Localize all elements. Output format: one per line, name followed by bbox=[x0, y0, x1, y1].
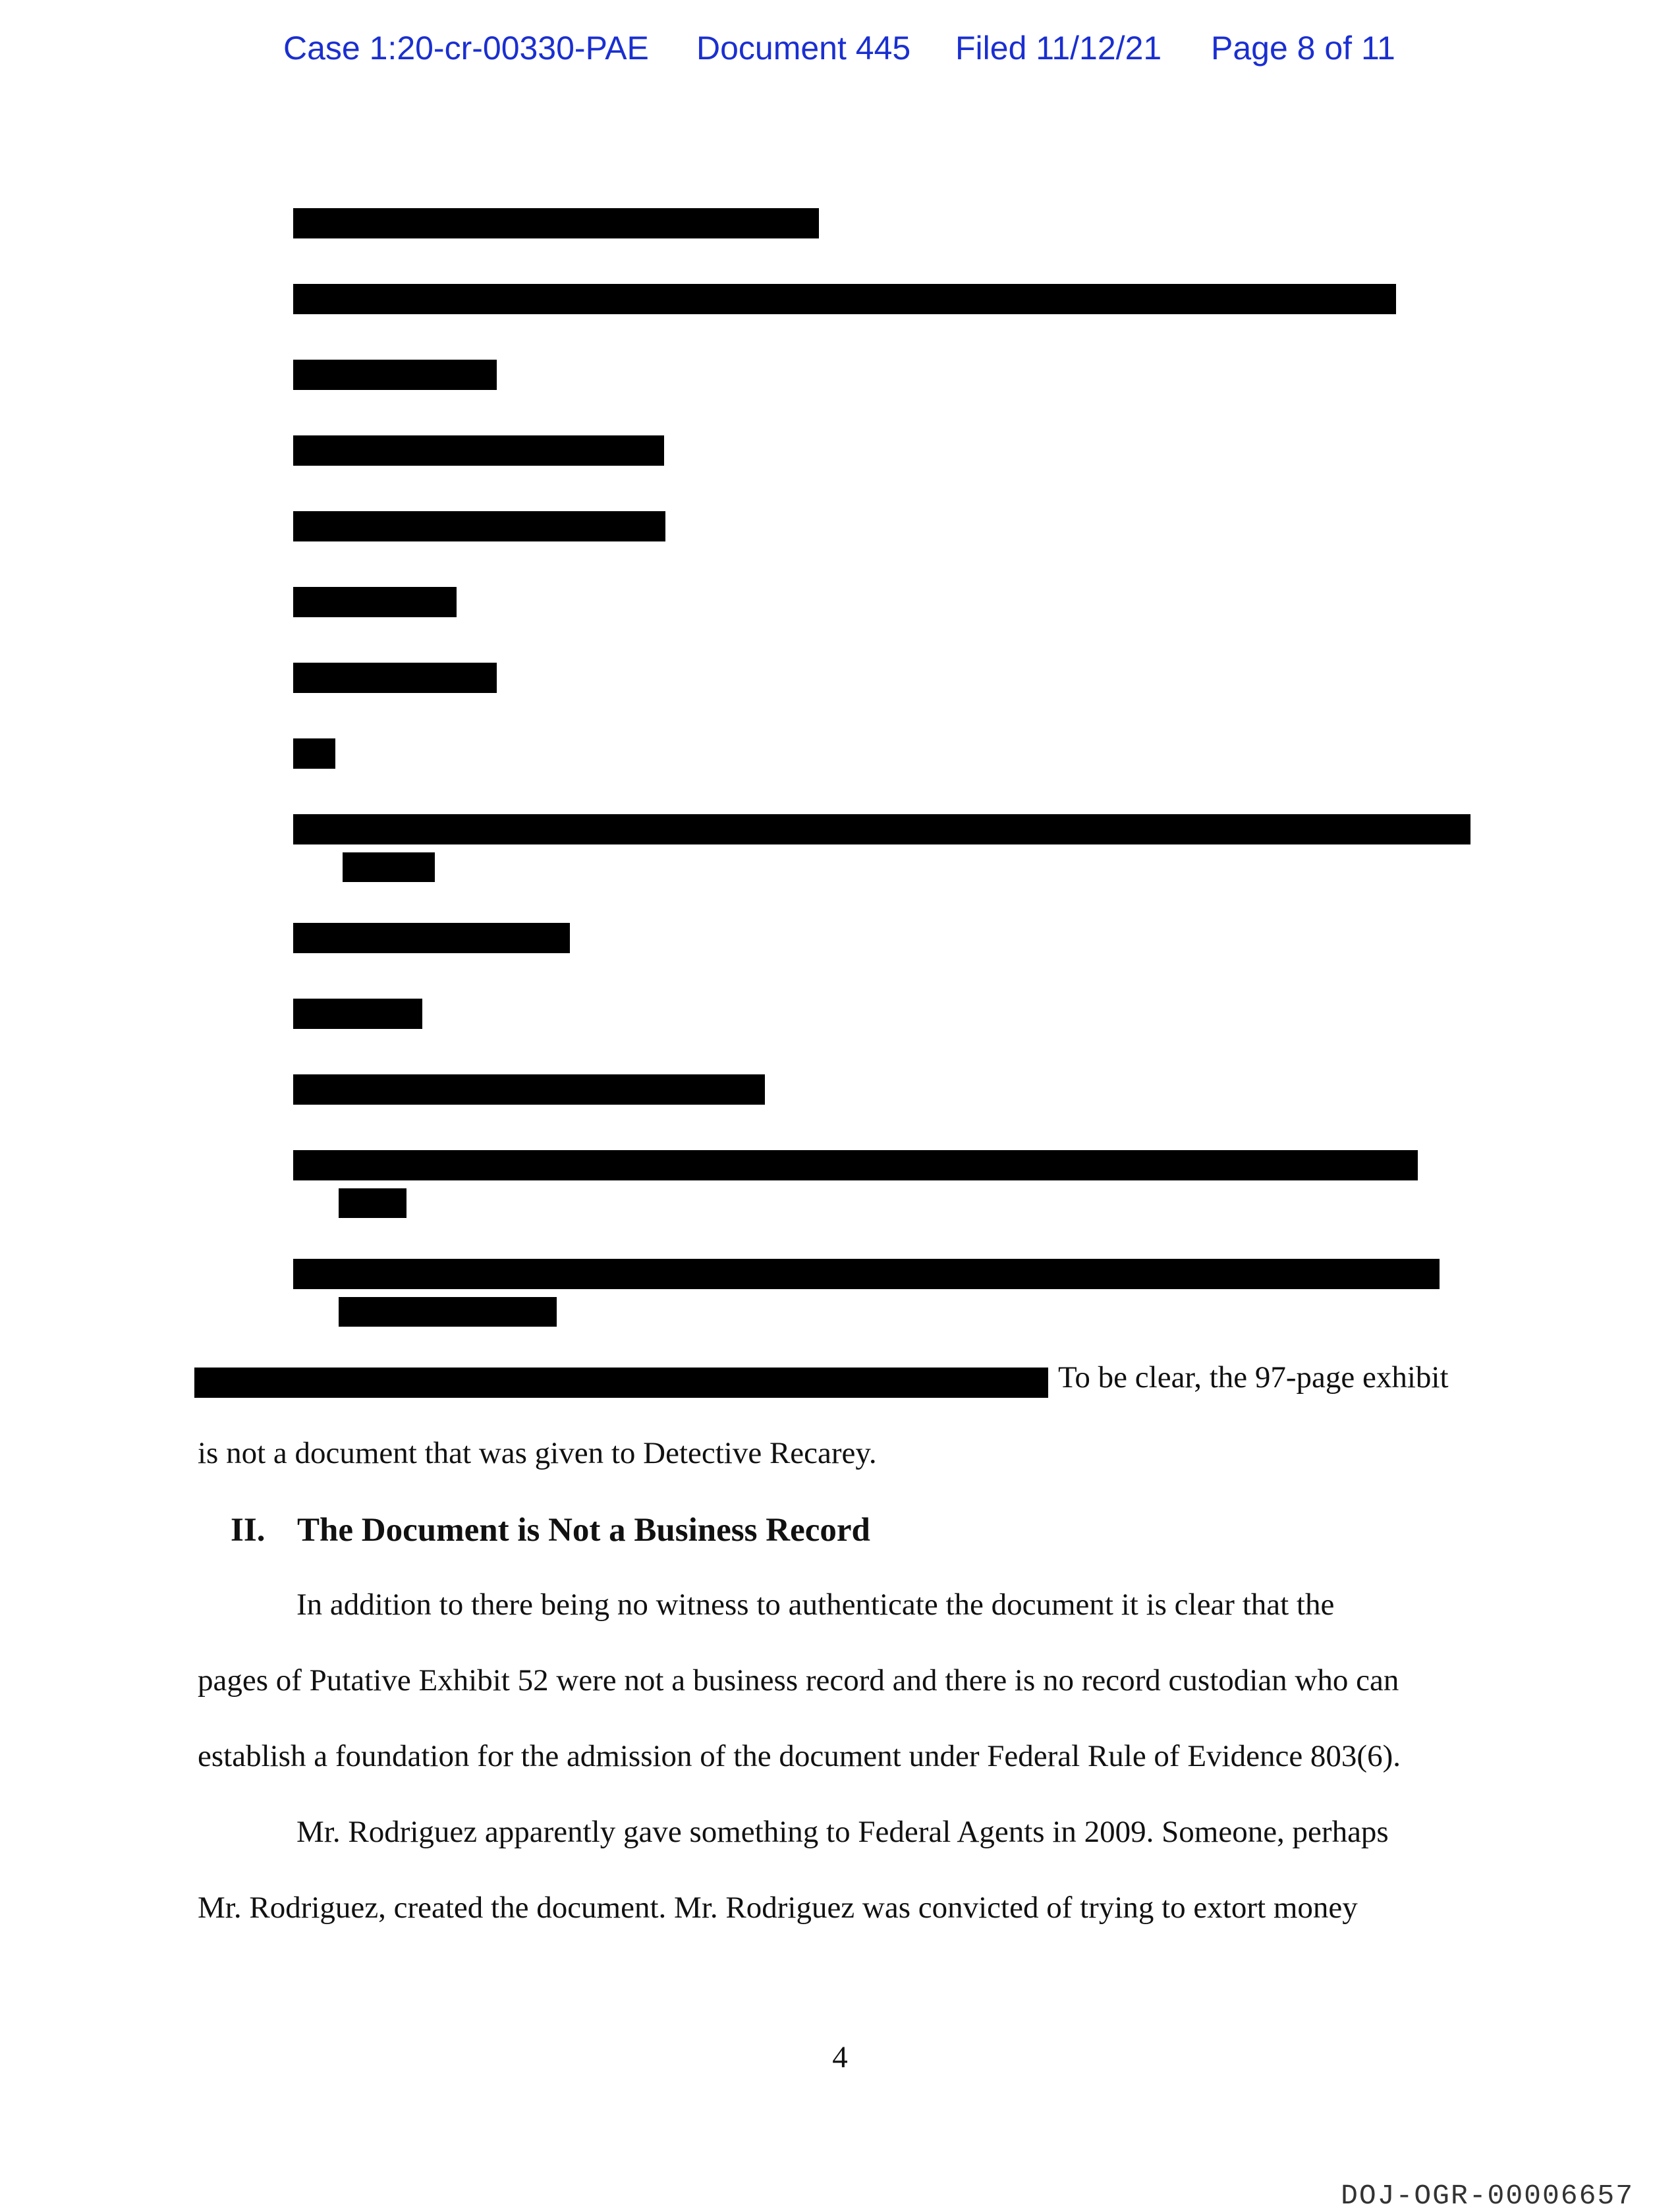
redaction-bar bbox=[293, 435, 664, 466]
document-number: Document 445 bbox=[696, 30, 911, 67]
redaction-bar bbox=[339, 1297, 557, 1327]
redaction-bar bbox=[293, 511, 665, 541]
redaction-bar bbox=[343, 852, 435, 882]
paragraph-3-line-2: Mr. Rodriguez, created the document. Mr. Rodriguez was convicted of trying to extort money bbox=[198, 1891, 1358, 1925]
redaction-bar bbox=[293, 923, 570, 953]
paragraph-1-line-2: is not a document that was given to Detective Recarey. bbox=[198, 1436, 877, 1470]
paragraph-2-line-2: pages of Putative Exhibit 52 were not a business record and there is no record custodian who can bbox=[198, 1663, 1399, 1698]
section-heading-number: II. bbox=[231, 1512, 266, 1549]
redaction-bar bbox=[293, 738, 335, 769]
redaction-bar bbox=[293, 284, 1396, 314]
redaction-bar bbox=[293, 1150, 1418, 1180]
bates-number: DOJ-OGR-00006657 bbox=[1341, 2180, 1634, 2212]
page-number: 4 bbox=[832, 2040, 848, 2074]
paragraph-2-line-3: establish a foundation for the admission of the document under Federal Rule of Evidence 803(6). bbox=[198, 1739, 1401, 1773]
paragraph-2-line-1: In addition to there being no witness to authenticate the document it is clear that the bbox=[296, 1588, 1335, 1622]
paragraph-3-line-1: Mr. Rodriguez apparently gave something to Federal Agents in 2009. Someone, perhaps bbox=[296, 1815, 1389, 1849]
redaction-bar bbox=[339, 1188, 406, 1218]
redaction-bar bbox=[293, 663, 497, 693]
page-count: Page 8 of 11 bbox=[1211, 30, 1395, 67]
redaction-bar bbox=[293, 1074, 765, 1105]
redaction-bar bbox=[293, 360, 497, 390]
paragraph-1-line-1-end: To be clear, the 97-page exhibit bbox=[1058, 1360, 1449, 1395]
redaction-bar bbox=[293, 208, 819, 238]
redaction-bar bbox=[293, 1259, 1440, 1289]
redaction-bar bbox=[293, 587, 457, 617]
redaction-bar bbox=[293, 999, 422, 1029]
section-heading: The Document is Not a Business Record bbox=[297, 1512, 870, 1549]
redaction-bar bbox=[293, 814, 1470, 844]
case-number: Case 1:20-cr-00330-PAE bbox=[283, 30, 649, 67]
filed-date: Filed 11/12/21 bbox=[955, 30, 1162, 67]
redaction-bar bbox=[194, 1368, 1048, 1398]
